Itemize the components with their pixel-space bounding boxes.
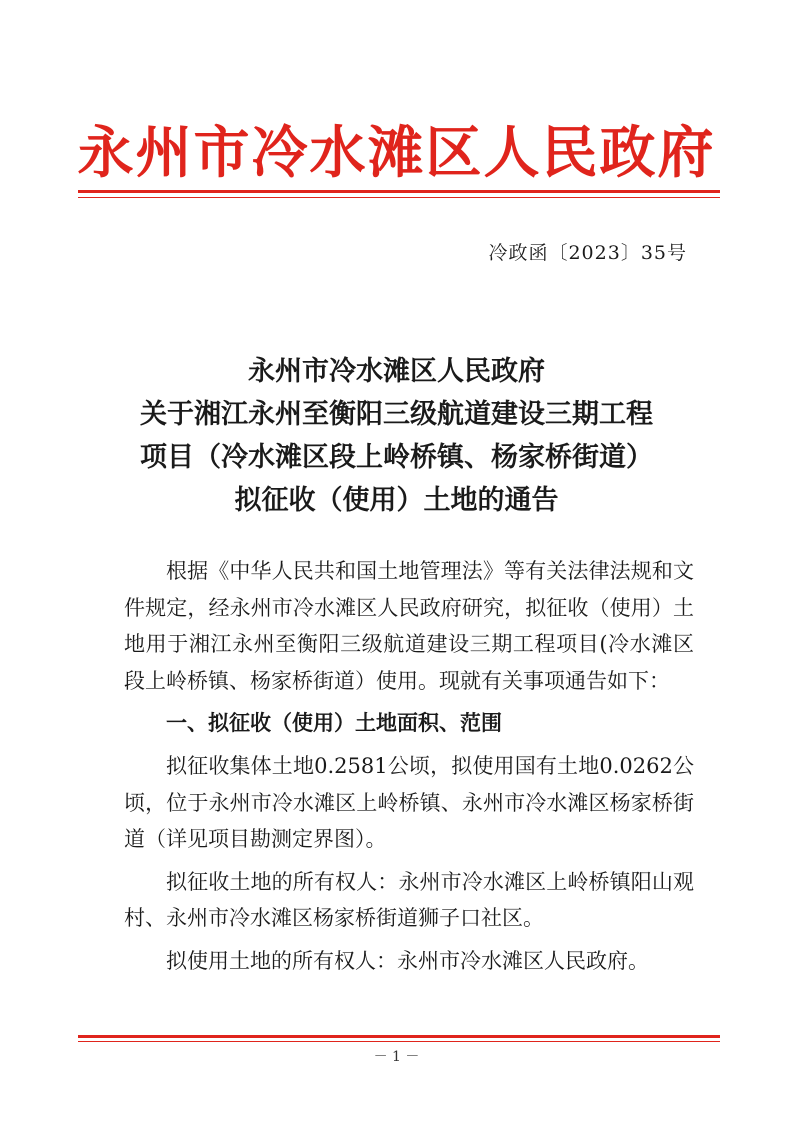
section-1-heading: 一、拟征收（使用）土地面积、范围 [166,711,502,736]
title-line-1: 永州市冷水滩区人民政府 [248,356,545,387]
intro-paragraph: 根据《中华人民共和国土地管理法》等有关法律法规和文件规定，经永州市冷水滩区人民政府研究，拟征收（使用）土地用于湘江永州至衡阳三级航道建设三期工程项目(冷水滩区段上岭桥镇、杨家桥街道）使用。现就有关事项通告如下： [124,559,694,693]
document-number: 冷政函〔2023〕35号 [488,242,687,264]
title-line-2: 关于湘江永州至衡阳三级航道建设三期工程 [140,399,653,430]
section-1-paragraph-2: 拟征收土地的所有权人：永州市冷水滩区上岭桥镇阳山观村、永州市冷水滩区杨家桥街道狮子口社区。 [124,869,694,931]
title-line-3: 项目（冷水滩区段上岭桥镇、杨家桥街道） [140,442,653,473]
letterhead-title: 永州市冷水滩区人民政府 [77,120,716,186]
section-1-paragraph-1: 拟征收集体土地0.2581公顷，拟使用国有土地0.0262公顷，位于永州市冷水滩区上岭桥镇、永州市冷水滩区杨家桥街道（详见项目勘测定界图）。 [124,753,694,852]
document-title [0,350,793,522]
title-line-4: 拟征收（使用）土地的通告 [234,485,559,516]
footer-redline-thick [78,1035,720,1038]
section-1-paragraph-3: 拟使用土地的所有权人：永州市冷水滩区人民政府。 [166,948,649,973]
document-body [124,553,694,986]
footer-redline-thin [78,1041,720,1042]
letterhead-redline-thick [78,190,720,193]
letterhead-redline-thin [78,197,720,198]
page-number: － 1 － [373,1049,420,1065]
